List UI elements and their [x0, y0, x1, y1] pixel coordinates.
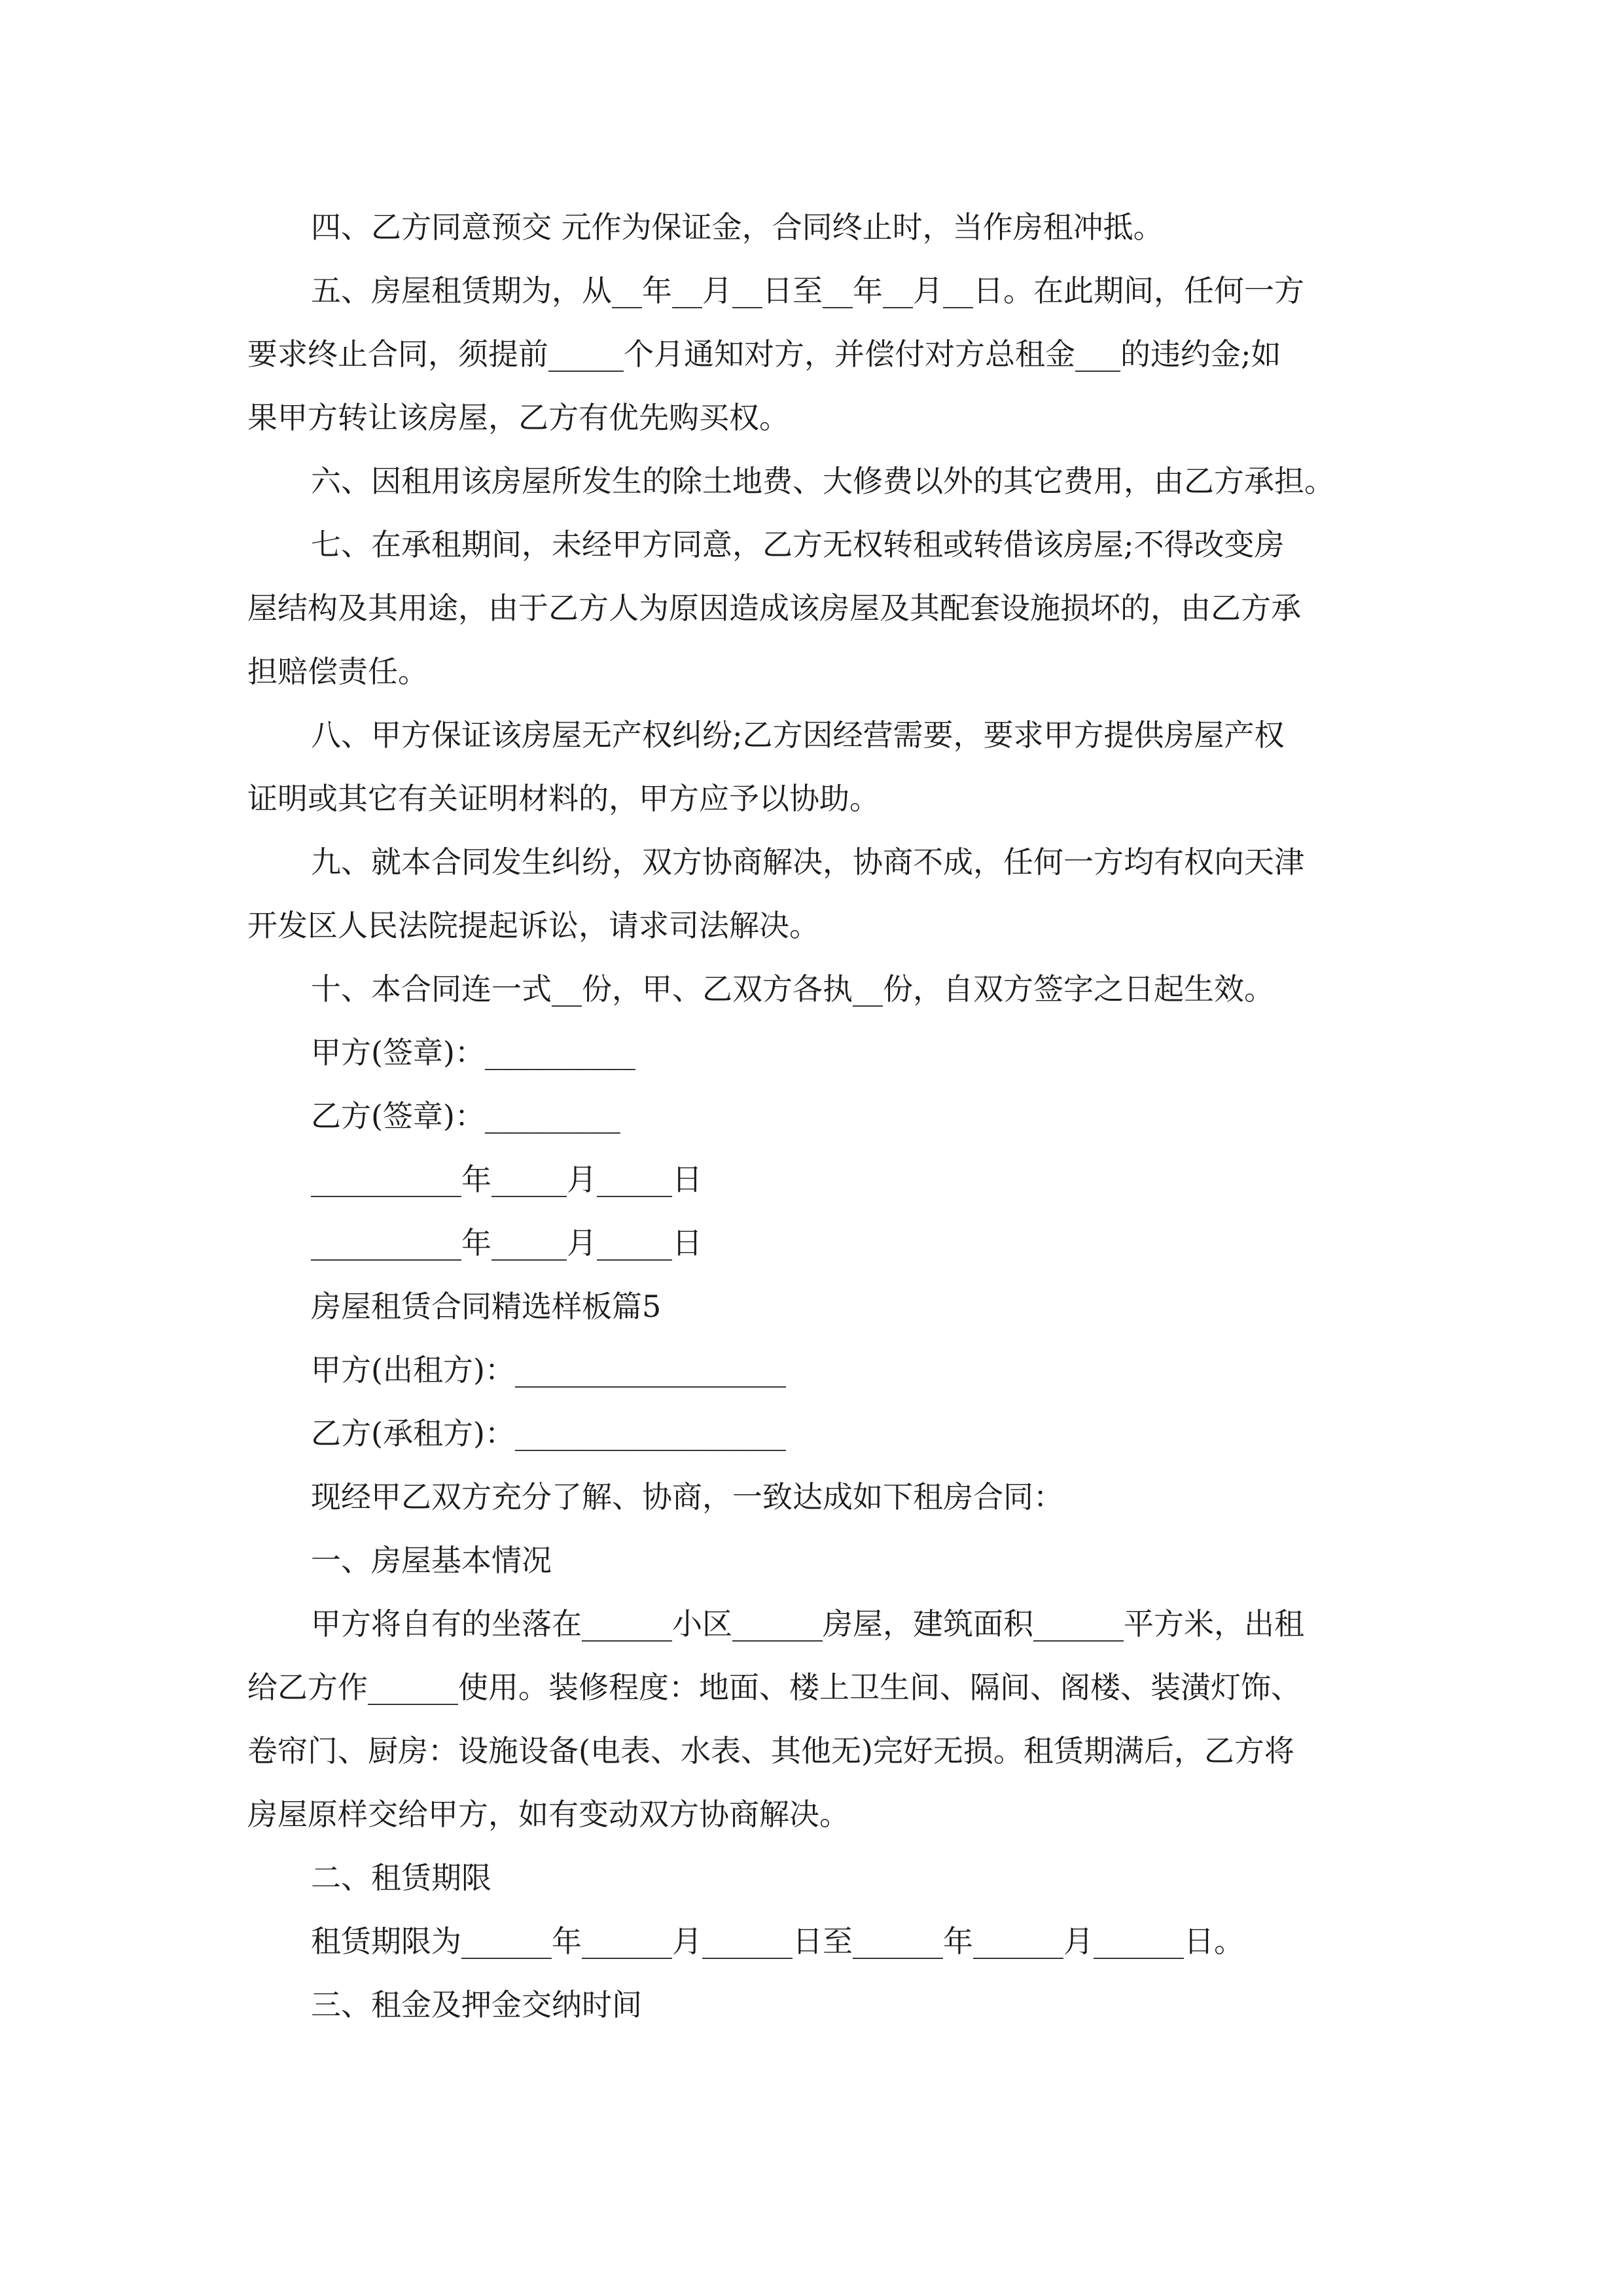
clause-4: 四、乙方同意预交 元作为保证金，合同终止时，当作房租冲抵。 — [311, 209, 1164, 245]
party-a-lessor: 甲方(出租方)：__________________ — [311, 1352, 786, 1388]
heading-rent-deposit: 三、租金及押金交纳时间 — [311, 1987, 642, 2022]
section-title: 房屋租赁合同精选样板篇5 — [311, 1289, 662, 1324]
clause-9-line-1: 九、就本合同发生纠纷，双方协商解决，协商不成，任何一方均有权向天津 — [311, 844, 1304, 880]
clause-7-line-2: 屋结构及其用途，由于乙方人为原因造成该房屋及其配套设施损坏的，由乙方承 — [247, 590, 1301, 626]
clause-5-line-1: 五、房屋租赁期为，从__年__月__日至__年__月__日。在此期间，任何一方 — [311, 273, 1304, 308]
lease-term-line: 租赁期限为______年______月______日至______年______月______日。 — [311, 1924, 1244, 1959]
clause-7-line-3: 担赔偿责任。 — [247, 654, 428, 689]
basic-info-line-3: 卷帘门、厨房：设施设备(电表、水表、其他无)完好无损。租赁期满后，乙方将 — [247, 1733, 1294, 1768]
heading-lease-term: 二、租赁期限 — [311, 1860, 491, 1895]
clause-6: 六、因租用该房屋所发生的除土地费、大修费以外的其它费用，由乙方承担。 — [311, 463, 1334, 499]
clause-9-line-2: 开发区人民法院提起诉讼，请求司法解决。 — [247, 908, 819, 943]
basic-info-line-2: 给乙方作______使用。装修程度：地面、楼上卫生间、隔间、阁楼、装潢灯饰、 — [247, 1670, 1301, 1705]
party-b-lessee: 乙方(承租方)：__________________ — [311, 1416, 786, 1451]
signature-party-b: 乙方(签章)：_________ — [311, 1098, 620, 1134]
clause-7-line-1: 七、在承租期间，未经甲方同意，乙方无权转租或转借该房屋;不得改变房 — [311, 527, 1285, 562]
basic-info-line-1: 甲方将自有的坐落在______小区______房屋，建筑面积______平方米，出租 — [311, 1606, 1304, 1641]
signature-date-1: __________年_____月_____日 — [311, 1162, 702, 1197]
clause-10: 十、本合同连一式__份，甲、乙双方各执__份，自双方签字之日起生效。 — [311, 971, 1274, 1007]
heading-basic-info: 一、房屋基本情况 — [311, 1543, 552, 1578]
signature-date-2: __________年_____月_____日 — [311, 1225, 702, 1261]
clause-8-line-1: 八、甲方保证该房屋无产权纠纷;乙方因经营需要，要求甲方提供房屋产权 — [311, 717, 1285, 753]
basic-info-line-4: 房屋原样交给甲方，如有变动双方协商解决。 — [247, 1797, 849, 1832]
intro-paragraph: 现经甲乙双方充分了解、协商，一致达成如下租房合同： — [311, 1479, 1063, 1515]
signature-party-a: 甲方(签章)：__________ — [311, 1035, 635, 1070]
clause-8-line-2: 证明或其它有关证明材料的，甲方应予以协助。 — [247, 781, 880, 816]
clause-5-line-3: 果甲方转让该房屋，乙方有优先购买权。 — [247, 400, 789, 435]
clause-5-line-2: 要求终止合同，须提前_____个月通知对方，并偿付对方总租金___的违约金;如 — [247, 336, 1281, 372]
